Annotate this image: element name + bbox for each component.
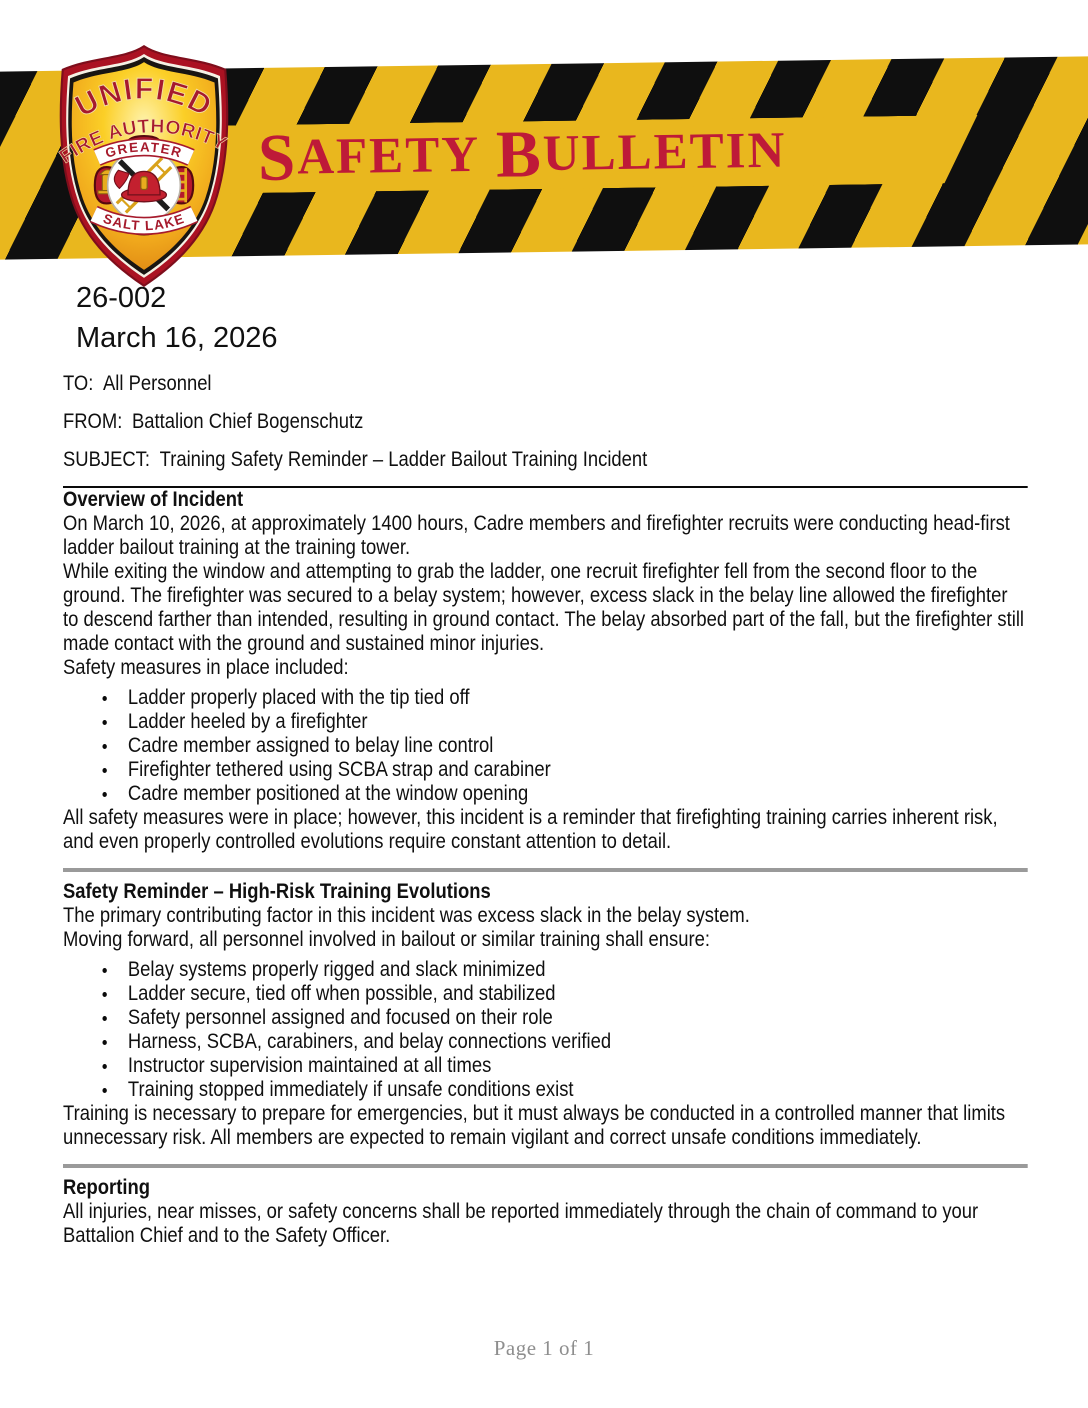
bulletin-body (63, 372, 1028, 1248)
bulletin-meta (76, 278, 278, 358)
memo-to-line (63, 372, 1028, 396)
section-title: Safety Reminder – High-Risk Training Evolutions (63, 880, 491, 903)
paragraph: The primary contributing factor in this incident was excess slack in the belay system. (63, 904, 750, 927)
badge-arc-unified: UNIFIED (70, 72, 218, 124)
section-reporting (63, 1176, 1028, 1248)
safety-measures-list (63, 686, 1028, 806)
section-title: Overview of Incident (63, 488, 244, 511)
paragraph: While exiting the window and attempting to grab the ladder, one recruit firefighter fell from the second floor to the ground. The firefighter was secured to a belay system; however, excess slack in the belay line allowed the firefighter to descend farther than intended, resulting in ground contact. The belay absorbed part of the fall, but the firefighter still made contact with the ground and sustained minor injuries. (63, 560, 1025, 655)
list-item: Cadre member positioned at the window opening (128, 782, 1028, 806)
badge-arc-fire-authority: FIRE AUTHORITY (55, 116, 230, 168)
to-label: TO: (63, 372, 94, 395)
section-divider (63, 1164, 1028, 1168)
paragraph: All injuries, near misses, or safety concerns shall be reported immediately through the chain of command to your Battalion Chief and to the Safety Officer. (63, 1200, 979, 1247)
paragraph: Safety measures in place included: (63, 656, 349, 679)
list-item: Training stopped immediately if unsafe conditions exist (128, 1078, 1028, 1102)
memo-from-line (63, 410, 1028, 434)
section-safety-reminder (63, 880, 1028, 1150)
list-item: Ladder properly placed with the tip tied off (128, 686, 1028, 710)
list-item: Firefighter tethered using SCBA strap and carabiner (128, 758, 1028, 782)
bulletin-title: S AFETY B ULLETIN (257, 116, 787, 195)
section-divider (63, 868, 1028, 872)
section-title: Reporting (63, 1176, 150, 1199)
title-initial: B (495, 116, 544, 192)
unified-fire-authority-badge-logo (36, 42, 252, 290)
section-overview (63, 488, 1028, 854)
bulletin-number: 26-002 (76, 282, 167, 314)
to-value: All Personnel (103, 372, 212, 395)
list-item: Safety personnel assigned and focused on their role (128, 1006, 1028, 1030)
list-item: Ladder heeled by a firefighter (128, 710, 1028, 734)
paragraph: On March 10, 2026, at approximately 1400 hours, Cadre members and firefighter recruits were conducting head-first ladder bailout training at the training tower. (63, 512, 1010, 559)
page-number: Page 1 of 1 (493, 1336, 595, 1360)
svg-text:GREATER: GREATER (103, 139, 185, 161)
from-value: Battalion Chief Bogenschutz (131, 410, 364, 433)
title-initial: S (257, 119, 298, 195)
paragraph: Training is necessary to prepare for emergencies, but it must always be conducted in a controlled manner that limits unnecessary risk. All members are expected to remain vigilant and correct unsafe conditions immediately. (63, 1102, 1006, 1149)
training-requirements-list (63, 958, 1028, 1102)
subject-value: Training Safety Reminder – Ladder Bailout Training Incident (159, 448, 648, 471)
svg-text:SALT LAKE: SALT LAKE (101, 210, 187, 234)
list-item: Instructor supervision maintained at all times (128, 1054, 1028, 1078)
memo-subject-line (63, 448, 1028, 472)
list-item: Ladder secure, tied off when possible, and stabilized (128, 982, 1028, 1006)
paragraph: Moving forward, all personnel involved in bailout or similar training shall ensure: (63, 928, 710, 951)
paragraph: All safety measures were in place; however, this incident is a reminder that firefighting training carries inherent risk, and even properly controlled evolutions require constant attention to detail. (63, 806, 998, 853)
list-item: Belay systems properly rigged and slack minimized (128, 958, 1028, 982)
from-label: FROM: (63, 410, 123, 433)
list-item: Cadre member assigned to belay line control (128, 734, 1028, 758)
subject-label: SUBJECT: (63, 448, 150, 471)
list-item: Harness, SCBA, carabiners, and belay connections verified (128, 1030, 1028, 1054)
bulletin-date: March 16, 2026 (76, 322, 278, 354)
